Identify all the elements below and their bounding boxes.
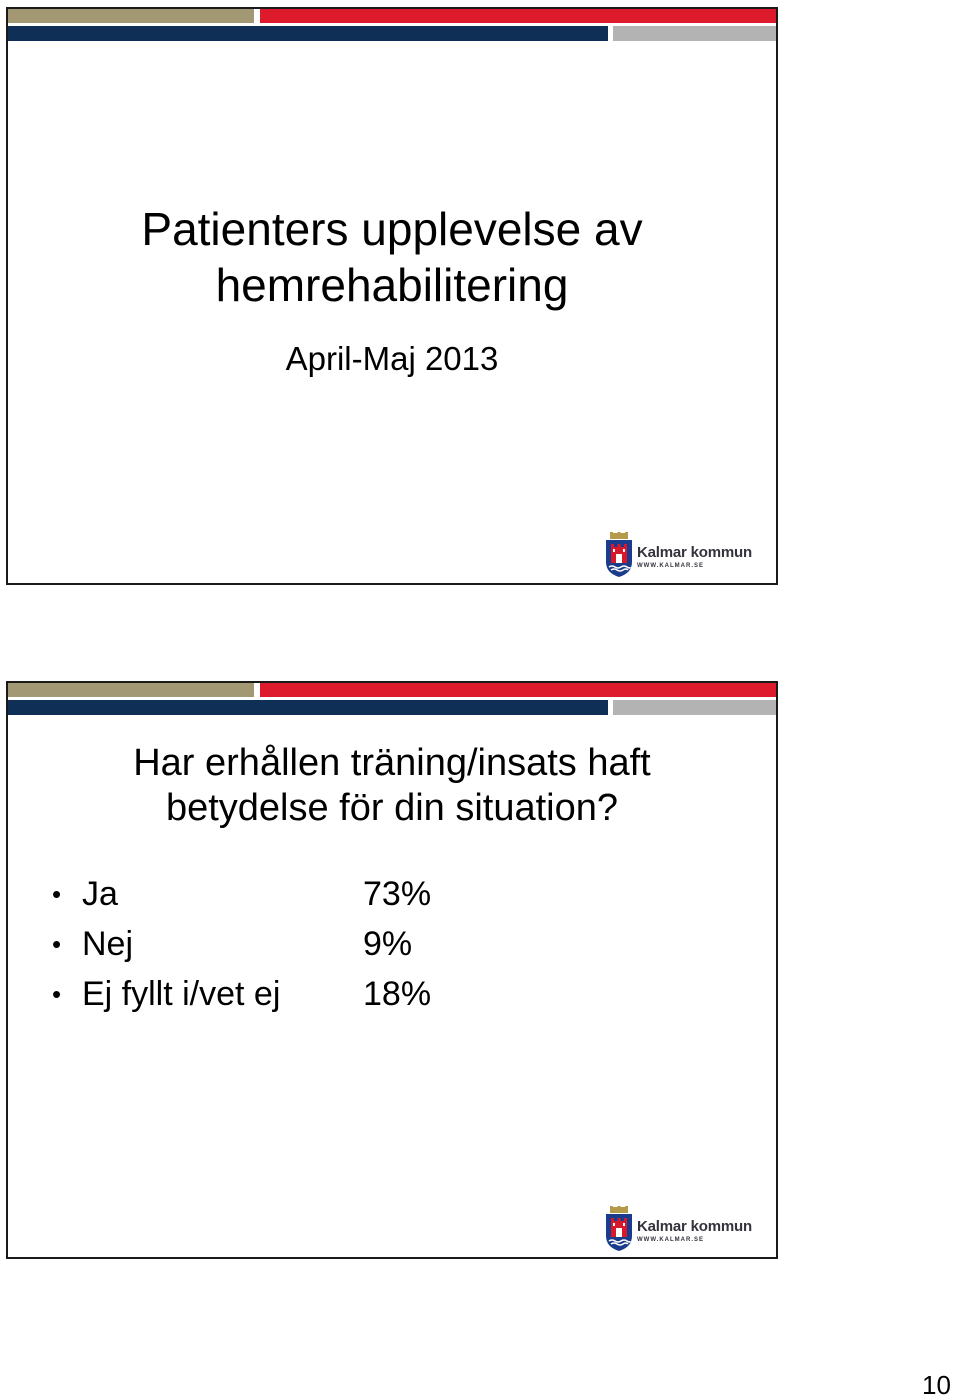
kalmar-kommun-logo bbox=[604, 1206, 754, 1252]
logo-name: Kalmar kommun bbox=[637, 544, 752, 561]
header-bar-red bbox=[260, 683, 778, 697]
bullet-icon: • bbox=[52, 879, 62, 909]
title-line-2: hemrehabilitering bbox=[215, 259, 569, 311]
logo-website: WWW.KALMAR.SE bbox=[637, 563, 704, 569]
title-line-1: Patienters upplevelse av bbox=[141, 203, 643, 255]
page-number: 10 bbox=[922, 1370, 951, 1400]
header-bar-grey bbox=[613, 700, 778, 715]
logo-name: Kalmar kommun bbox=[637, 1218, 752, 1235]
answer-percent: 18% bbox=[363, 975, 432, 1013]
slide-question bbox=[6, 681, 778, 1259]
coat-of-arms-icon bbox=[604, 1206, 634, 1252]
answer-label: Nej bbox=[82, 925, 134, 963]
header-bar-tan bbox=[8, 9, 254, 23]
bullet-icon: • bbox=[52, 929, 62, 959]
question-heading bbox=[8, 741, 776, 831]
coat-of-arms-icon bbox=[604, 532, 634, 578]
answer-percent: 9% bbox=[363, 925, 413, 963]
bullet-icon: • bbox=[52, 979, 62, 1009]
question-line-2: betydelse för din situation? bbox=[165, 787, 619, 829]
header-bar-navy bbox=[8, 700, 608, 715]
header-bar-grey bbox=[613, 26, 778, 41]
header-bar-tan bbox=[8, 683, 254, 697]
answer-label: Ja bbox=[82, 875, 118, 913]
kalmar-kommun-logo bbox=[604, 532, 754, 578]
slide-title bbox=[6, 7, 778, 585]
logo-website: WWW.KALMAR.SE bbox=[637, 1237, 704, 1243]
question-line-1: Har erhållen träning/insats haft bbox=[133, 742, 651, 784]
header-bar-red bbox=[260, 9, 778, 23]
slide-subtitle: April-Maj 2013 bbox=[285, 340, 499, 377]
header-bar-navy bbox=[8, 26, 608, 41]
answer-label: Ej fyllt i/vet ej bbox=[82, 975, 281, 1013]
answer-percent: 73% bbox=[363, 875, 432, 913]
slide-title-heading bbox=[8, 201, 776, 313]
